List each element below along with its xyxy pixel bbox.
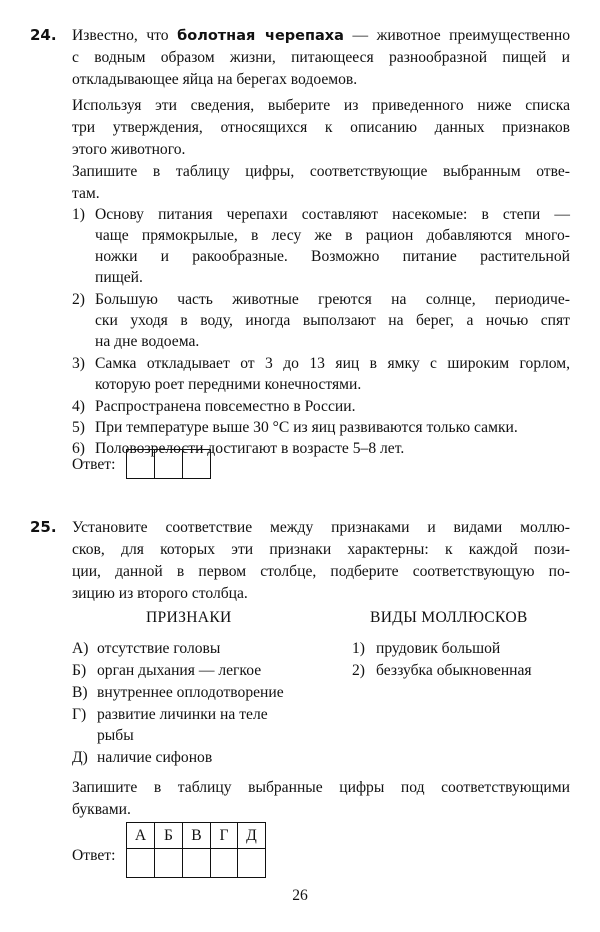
q25-intro-line-1: Установите соответствие между признаками и видами моллю-	[72, 519, 570, 536]
answer-cell-a[interactable]	[126, 848, 155, 878]
option-text: Основу питания черепахи составляют насекомые: в степи —	[95, 206, 570, 223]
q25-instr-line-1: Запишите в таблицу выбранные цифры под соответствующими	[72, 779, 570, 796]
table-header-letter: А	[134, 827, 147, 844]
species-text: беззубка обыкновенная	[376, 662, 532, 679]
page-number: 26	[292, 887, 308, 904]
answer-cell-g[interactable]	[210, 848, 238, 878]
feature-letter: В)	[72, 684, 88, 701]
q25-instr-line-2: буквами.	[72, 801, 131, 818]
answer-label: Ответ:	[72, 456, 116, 473]
answer-label: Ответ:	[72, 847, 116, 864]
option-text: Половозрелости достигают в возрасте 5–8 лет.	[95, 440, 405, 457]
option-text: ножки и ракообразные. Возможно питание растительной	[95, 248, 570, 265]
feature-text: орган дыхания — легкое	[97, 662, 262, 679]
answer-cell-d[interactable]	[237, 848, 266, 878]
q24-intro-line-1: Известно, что болотная черепаха — животное преимущественно	[72, 27, 570, 44]
q24-instr-line-1: Используя эти сведения, выберите из приведенного ниже списка	[72, 97, 570, 114]
question-number: 24.	[30, 26, 57, 44]
option-text: При температуре выше 30 °С из яиц развиваются только самки.	[95, 419, 518, 436]
answer-cell-v[interactable]	[182, 848, 211, 878]
question-number: 25.	[30, 518, 57, 536]
column-header-species: ВИДЫ МОЛЛЮСКОВ	[370, 609, 528, 626]
q24-instr-line-3: этого животного.	[72, 141, 186, 158]
feature-text-continued: рыбы	[97, 727, 134, 744]
feature-text: развитие личинки на теле	[97, 706, 268, 723]
species-text: прудовик большой	[376, 640, 501, 657]
column-header-features: ПРИЗНАКИ	[146, 609, 232, 626]
q24-instr2-line-2: там.	[72, 185, 100, 202]
option-number: 1)	[72, 206, 85, 223]
species-number: 2)	[352, 662, 365, 679]
q24-intro-line-3: откладывающее яйца на берегах водоемов.	[72, 71, 358, 88]
option-text: пищей.	[95, 269, 143, 286]
feature-text: отсутствие головы	[97, 640, 221, 657]
feature-letter: Г)	[72, 706, 87, 723]
option-text: которую роет передними конечностями.	[95, 376, 362, 393]
q25-intro-line-3: ции, данной в первом столбце, подберите соответствующую по-	[72, 563, 570, 580]
option-number: 2)	[72, 291, 85, 308]
option-number: 5)	[72, 419, 85, 436]
answer-cell-1[interactable]	[126, 449, 155, 479]
option-text: Распространена повсеместно в России.	[95, 398, 356, 415]
option-text: на дне водоема.	[95, 333, 200, 350]
q24-intro-line-2: с водным образом жизни, питающееся разнообразной пищей и	[72, 49, 570, 66]
table-header-letter: Б	[164, 827, 173, 844]
feature-text: внутреннее оплодотворение	[97, 684, 284, 701]
feature-letter: Д)	[72, 749, 88, 766]
feature-letter: А)	[72, 640, 89, 657]
table-header-letter: Г	[219, 827, 229, 844]
option-number: 6)	[72, 440, 85, 457]
q24-instr-line-2: три утверждения, относящихся к описанию данных признаков	[72, 119, 570, 136]
option-text: ски уходя в воду, иногда выползают на берег, а ночью спят	[95, 312, 570, 329]
table-header-letter: В	[191, 827, 202, 844]
option-number: 4)	[72, 398, 85, 415]
option-text: Большую часть животные греются на солнце, периодиче-	[95, 291, 570, 308]
answer-cell-3[interactable]	[182, 449, 211, 479]
option-text: Самка откладывает от 3 до 13 яиц в ямку с широким горлом,	[95, 355, 570, 372]
option-text: чаще прямокрылые, в лесу же в рацион добавляются много-	[95, 227, 570, 244]
q25-intro-line-2: сков, для которых эти признаки характерны: к каждой пози-	[72, 541, 570, 558]
answer-cell-2[interactable]	[154, 449, 183, 479]
feature-letter: Б)	[72, 662, 87, 679]
highlight-term: болотная черепаха	[177, 28, 344, 44]
answer-cell-b[interactable]	[154, 848, 183, 878]
q24-instr2-line-1: Запишите в таблицу цифры, соответствующие выбранным отве-	[72, 163, 570, 180]
q25-intro-line-4: зицию из второго столбца.	[72, 585, 248, 602]
option-number: 3)	[72, 355, 85, 372]
species-number: 1)	[352, 640, 365, 657]
table-header-letter: Д	[246, 827, 257, 844]
feature-text: наличие сифонов	[97, 749, 213, 766]
